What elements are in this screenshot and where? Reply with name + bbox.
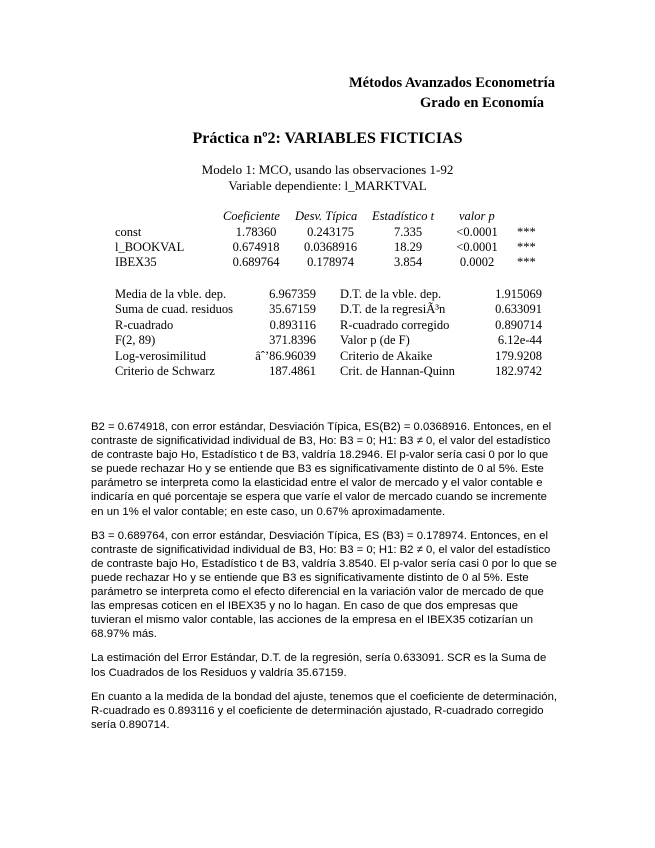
stat-value: 0.890714 <box>495 318 542 332</box>
stat-label: Valor p (de F) <box>340 333 410 347</box>
stat-label: R-cuadrado corregido <box>340 318 450 332</box>
explanation-text <box>91 420 559 742</box>
stat-value: 187.4861 <box>269 364 316 378</box>
stat-value: 0.633091 <box>495 302 542 316</box>
coef-row-se: 0.0368916 <box>303 240 358 254</box>
coef-row-coef: 0.689764 <box>232 255 280 269</box>
coef-row-se: 0.178974 <box>307 255 354 269</box>
coef-row-p: <0.0001 <box>456 225 498 239</box>
stat-label: Crit. de Hannan-Quinn <box>340 364 455 378</box>
header-valor-p: valor p <box>459 209 495 223</box>
degree-title: Grado en Economía <box>420 95 545 111</box>
stat-label: D.T. de la regresiÃ³n <box>340 302 446 316</box>
coef-row-t: 7.335 <box>393 225 423 239</box>
coef-row-stars: *** <box>517 225 536 239</box>
coef-row-name: const <box>115 225 142 239</box>
coef-row-se: 0.243175 <box>307 225 354 239</box>
stat-label: Criterio de Akaike <box>340 349 433 363</box>
stat-value: 6.12e-44 <box>497 333 542 347</box>
course-title: Métodos Avanzados Econometría <box>349 75 555 91</box>
coef-row-coef: 0.674918 <box>232 240 280 254</box>
stat-value: 0.893116 <box>269 318 316 332</box>
coef-row-p: <0.0001 <box>456 240 498 254</box>
paragraph-bondad-ajuste: En cuanto a la medida de la bondad del ajuste, tenemos que el coeficiente de determinación, R-cuadrado es 0.893116 y el coeficiente de determinación ajustado, R-cuadrado corregido sería 0.890714. <box>91 690 557 731</box>
paragraph-error-estandar: La estimación del Error Estándar, D.T. de la regresión, sería 0.633091. SCR es la Suma de los Cuadrados de los Residuos y valdría 35.67159. <box>91 652 547 679</box>
coef-row-stars: *** <box>517 240 536 254</box>
stat-value: âˆ’86.96039 <box>255 349 316 363</box>
stat-label: Criterio de Schwarz <box>115 364 215 378</box>
stat-label: Suma de cuad. residuos <box>115 302 234 316</box>
stat-label: Log-verosimilitud <box>115 349 206 363</box>
header-desv-tipica: Desv. Típica <box>295 209 358 223</box>
coef-row-t: 3.854 <box>393 255 423 269</box>
coef-row-stars: *** <box>517 255 536 269</box>
header-coeficiente: Coeficiente <box>223 209 280 223</box>
stat-value: 371.8396 <box>269 333 316 347</box>
coef-row-name: IBEX35 <box>115 255 157 269</box>
coef-row-p: 0.0002 <box>459 255 495 269</box>
coef-row-name: l_BOOKVAL <box>115 240 185 254</box>
page-title: Práctica nº2: VARIABLES FICTICIAS <box>192 130 463 147</box>
stat-value: 35.67159 <box>269 302 316 316</box>
stat-value: 6.967359 <box>269 287 316 301</box>
paragraph-b3: B3 = 0.689764, con error estándar, Desviación Típica, ES (B3) = 0.178974. Entonces, en el contraste de significatividad individual de B3, Ho: B3 = 0; H1: B2 ≠ 0, el valor del estadístico de contraste bajo Ho, Estadístico t de B3, valdría 3.8540. El p-valor sería casi 0 por lo que se puede rechazar Ho y se entiende que B3 es significativamente distinto de 0 al 5%. Este parámetro se interpreta como el efecto diferencial en la variación valor de mercado de que las empresas coticen en el IBEX35 y no lo hagan. En caso de que dos empresas que tuvieran el mismo valor contable, las acciones de la empresa en el IBEX35 cotizarían un 68.97% más. <box>91 529 557 641</box>
model-description: Modelo 1: MCO, usando las observaciones 1-92 <box>201 162 454 177</box>
stat-label: D.T. de la vble. dep. <box>340 287 442 301</box>
stat-value: 1.915069 <box>495 287 542 301</box>
stat-label: F(2, 89) <box>115 333 156 347</box>
paragraph-b2: B2 = 0.674918, con error estándar, Desviación Típica, ES(B2) = 0.0368916. Entonces, en el contraste de significatividad individual de B3, Ho: B3 = 0; H1: B3 ≠ 0, el valor del estadístico de contraste bajo Ho, Estadístico t de B3, valdría 18.2946. El p-valor sería casi 0 por lo que se puede rechazar Ho y se entiende que B3 es significativamente distinto de 0 al 5%. Este parámetro se interpreta como la elasticidad entre el valor de mercado y el valor contable e indicaría en qué porcentaje se espera que varíe el valor de mercado cuando se incremente en un 1% el valor contable; en este caso, un 0.67% aproximadamente. <box>91 421 552 518</box>
coef-row-t: 18.29 <box>393 240 423 254</box>
stat-label: Media de la vble. dep. <box>115 287 227 301</box>
dependent-variable: Variable dependiente: l_MARKTVAL <box>228 178 427 193</box>
stat-value: 179.9208 <box>495 349 542 363</box>
coef-row-coef: 1.78360 <box>235 225 277 239</box>
header-estadistico-t: Estadístico t <box>372 209 435 223</box>
stat-label: R-cuadrado <box>115 318 174 332</box>
stat-value: 182.9742 <box>495 364 542 378</box>
